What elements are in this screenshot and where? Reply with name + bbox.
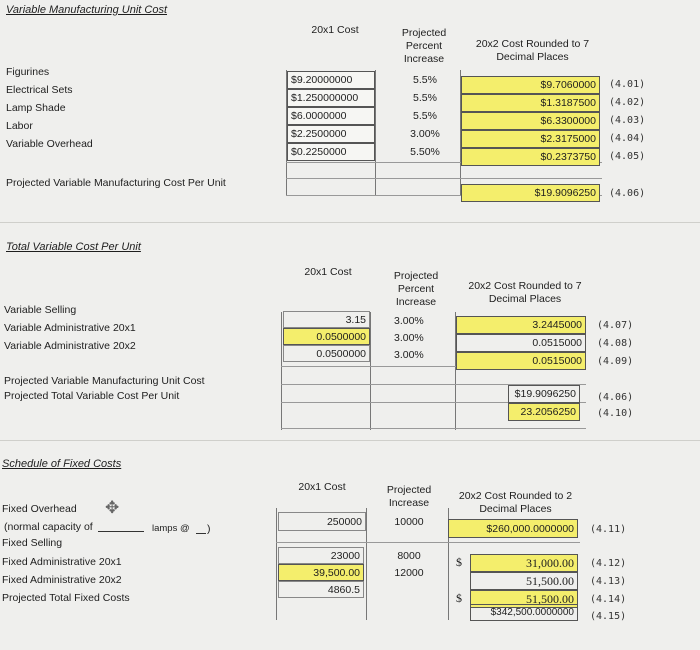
sec2-cost-cell[interactable]: 0.0500000: [283, 345, 370, 362]
sec1-label-overhead: Variable Overhead: [6, 138, 93, 150]
sec1-header-cost: 20x1 Cost: [311, 24, 359, 36]
price-blank-line[interactable]: [196, 533, 206, 534]
sec2-rounded-cell[interactable]: 0.0515000: [456, 352, 586, 370]
sec1-cost-cell[interactable]: $6.0000000: [287, 107, 375, 125]
sec2-bottom-cell[interactable]: 23.2056250: [508, 403, 580, 421]
dollar-sign: $: [456, 591, 462, 605]
sec2-cost-cell[interactable]: 3.15: [283, 311, 370, 328]
sec1-cost-cell[interactable]: $9.20000000: [287, 71, 375, 89]
sec2-percent[interactable]: 3.00%: [394, 314, 424, 327]
sec3-note: (4.13): [590, 576, 627, 587]
sec2-label-admin-20x2: Variable Administrative 20x2: [4, 340, 136, 352]
sec3-overhead-note: (4.11): [590, 524, 627, 535]
sec3-grid-line: [276, 508, 277, 620]
sec3-header-cost: 20x1 Cost: [298, 481, 346, 493]
sec1-percent[interactable]: 5.5%: [413, 92, 437, 104]
sec3-header-increase: Projected Increase: [386, 484, 432, 510]
sec3-header-rounded: 20x2 Cost Rounded to 2 Decimal Places: [458, 490, 573, 516]
sec2-grid-line: [281, 428, 586, 429]
sec3-label-fixed-selling: Fixed Selling: [2, 537, 63, 549]
sec3-total-note: (4.15): [590, 611, 627, 622]
sec3-increase[interactable]: 12000: [394, 566, 424, 579]
sec2-grid-line: [281, 312, 282, 430]
total-variable-title: Total Variable Cost Per Unit: [6, 241, 141, 253]
sec2-rounded-cell[interactable]: 3.2445000: [456, 316, 586, 334]
sec1-header-percent: Projected Percent Increase: [401, 27, 447, 66]
sec3-grid-line: [276, 542, 580, 543]
dollar-sign: $: [456, 555, 462, 569]
sec1-label-electrical: Electrical Sets: [6, 84, 73, 96]
sec2-note: (4.09): [597, 356, 634, 367]
sec3-total-cell[interactable]: $342,500.0000000: [470, 604, 578, 621]
sec1-rounded-cell[interactable]: $2.3175000: [461, 130, 600, 148]
sec2-header-rounded: 20x2 Cost Rounded to 7 Decimal Places: [468, 280, 582, 306]
sec1-rounded-cell[interactable]: $1.3187500: [461, 94, 600, 112]
sec1-percent[interactable]: 5.5%: [413, 110, 437, 122]
section-divider: [0, 440, 700, 441]
sec1-total-cell[interactable]: $19.9096250: [461, 184, 600, 202]
sec1-cost-cell[interactable]: $2.2500000: [287, 125, 375, 143]
capacity-blank-line[interactable]: [98, 531, 144, 532]
sec3-label-fixed-overhead: Fixed Overhead: [2, 503, 77, 515]
sec1-percent[interactable]: 5.5%: [413, 74, 437, 86]
sec1-note: (4.01): [609, 79, 646, 90]
sec1-grid-line: [286, 178, 602, 179]
sec3-cost-cell[interactable]: 39,500.00: [278, 564, 364, 581]
sec1-rounded-cell[interactable]: $0.2373750: [461, 148, 600, 166]
sec3-overhead-increase[interactable]: 10000: [394, 515, 424, 528]
sec1-label-labor: Labor: [6, 120, 33, 132]
sec3-note: (4.12): [590, 558, 627, 569]
sec3-cost-cell[interactable]: 23000: [278, 547, 364, 564]
sec3-cost-cell[interactable]: 4860.5: [278, 581, 364, 598]
sec3-label-paren: ): [207, 523, 211, 535]
sec3-rounded-cell[interactable]: 51,500.00: [470, 590, 578, 608]
sec1-total-note: (4.06): [609, 188, 646, 199]
sec2-note: (4.07): [597, 320, 634, 331]
sec2-bottom-note: (4.06): [597, 392, 634, 403]
sec2-bottom-label: Projected Variable Manufacturing Unit Cost: [4, 375, 205, 387]
sec2-rounded-cell[interactable]: 0.0515000: [456, 334, 586, 352]
sec1-note: (4.03): [609, 115, 646, 126]
sec2-header-cost: 20x1 Cost: [304, 266, 352, 278]
variable-mfg-title: Variable Manufacturing Unit Cost: [6, 4, 168, 16]
sec2-percent[interactable]: 3.00%: [394, 348, 424, 361]
sec3-label-admin-20x1: Fixed Administrative 20x1: [2, 556, 122, 568]
sec3-label-total-fixed: Projected Total Fixed Costs: [2, 592, 130, 604]
sec1-percent[interactable]: 5.50%: [410, 146, 440, 158]
move-cursor-icon: ✥: [105, 498, 120, 517]
sec2-percent[interactable]: 3.00%: [394, 331, 424, 344]
sec2-grid-line: [370, 312, 371, 430]
sec1-cost-cell[interactable]: $1.250000000: [287, 89, 375, 107]
sec2-header-percent: Projected Percent Increase: [393, 270, 439, 309]
sec1-header-rounded: 20x2 Cost Rounded to 7 Decimal Places: [475, 38, 590, 64]
sec2-bottom-cell[interactable]: $19.9096250: [508, 385, 580, 403]
sec3-overhead-cost[interactable]: 250000: [278, 512, 366, 531]
sec1-note: (4.02): [609, 97, 646, 108]
fixed-costs-title: Schedule of Fixed Costs: [2, 458, 122, 470]
sec1-rounded-cell[interactable]: $9.7060000: [461, 76, 600, 94]
sec1-total-label: Projected Variable Manufacturing Cost Per Unit: [6, 177, 226, 189]
sec1-note: (4.05): [609, 151, 646, 162]
sec1-cost-cell[interactable]: $0.2250000: [287, 143, 375, 161]
sec2-label-selling: Variable Selling: [4, 304, 77, 316]
sec2-bottom-note: (4.10): [597, 408, 634, 419]
sec3-overhead-rounded[interactable]: $260,000.0000000: [448, 519, 578, 538]
sec1-rounded-cell[interactable]: $6.3300000: [461, 112, 600, 130]
sec3-grid-line: [366, 508, 367, 620]
sec1-label-lampshade: Lamp Shade: [6, 102, 66, 114]
sec3-rounded-cell[interactable]: 51,500.00: [470, 572, 578, 590]
section-divider: [0, 222, 700, 223]
sec3-rounded-cell[interactable]: 31,000.00: [470, 554, 578, 572]
sec2-note: (4.08): [597, 338, 634, 349]
sec1-note: (4.04): [609, 133, 646, 144]
sec2-label-admin-20x1: Variable Administrative 20x1: [4, 322, 136, 334]
sec3-note: (4.14): [590, 594, 627, 605]
sec1-percent[interactable]: 3.00%: [410, 128, 440, 140]
sec3-label-admin-20x2: Fixed Administrative 20x2: [2, 574, 122, 586]
sec1-label-figurines: Figurines: [6, 66, 50, 78]
sec3-label-lamps: lamps @: [152, 523, 190, 534]
sec3-increase[interactable]: 8000: [397, 549, 421, 562]
sec3-label-capacity: (normal capacity of: [4, 521, 93, 533]
sec2-bottom-label: Projected Total Variable Cost Per Unit: [4, 390, 180, 402]
sec2-cost-cell[interactable]: 0.0500000: [283, 328, 370, 345]
